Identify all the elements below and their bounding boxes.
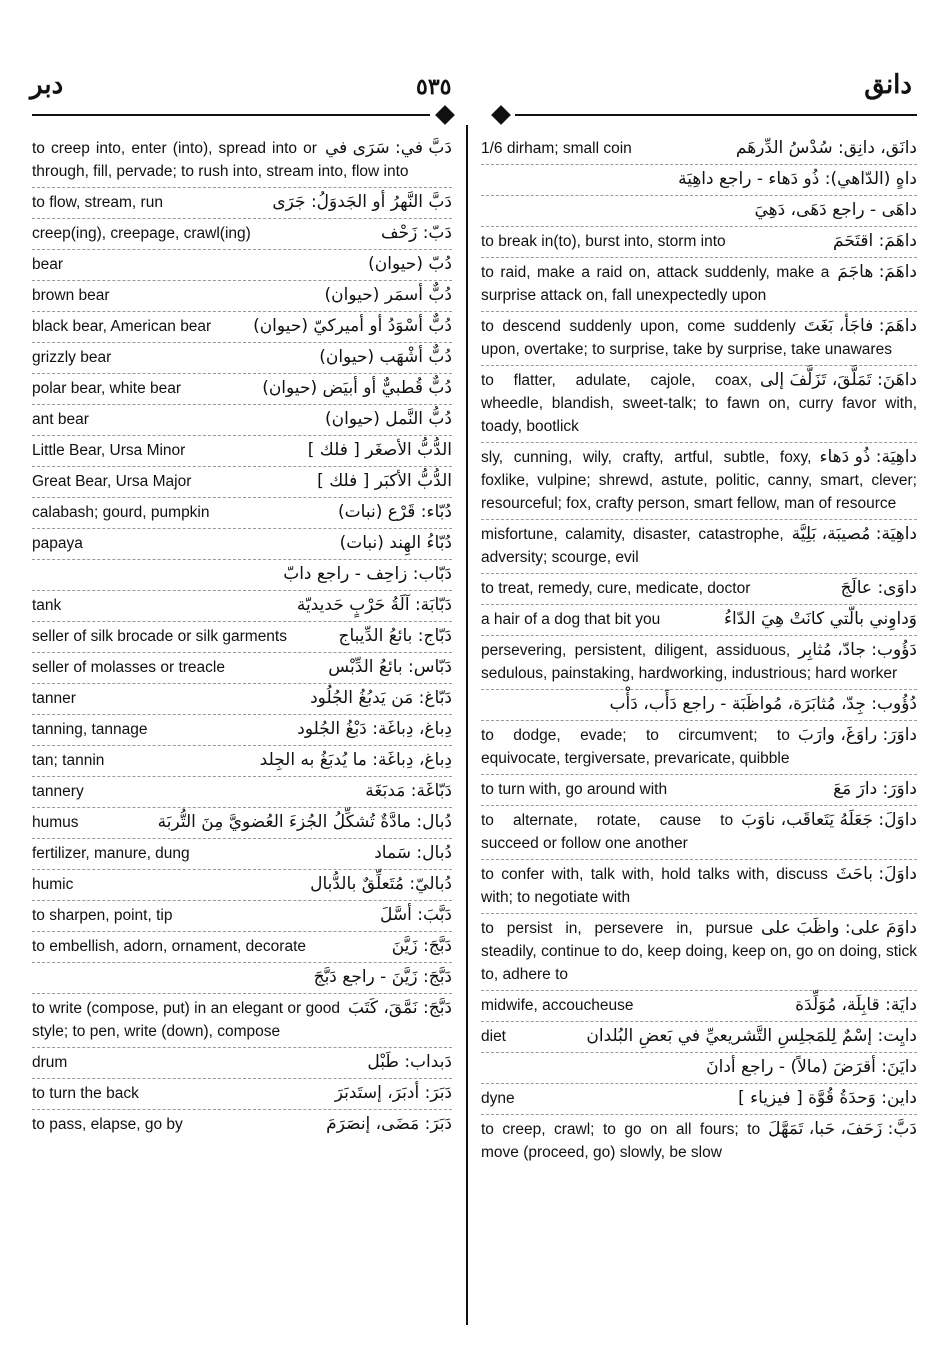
header-rule-right bbox=[515, 114, 917, 116]
dictionary-entry bbox=[32, 436, 452, 467]
english-definition: midwife, accoucheuse bbox=[481, 997, 634, 1014]
dictionary-entry bbox=[32, 777, 452, 808]
arabic-headword: دَبّابَة: آلَةُ حَرْبٍ حَديديّة bbox=[296, 595, 452, 615]
arabic-headword: دُبّ (حيوان) bbox=[368, 254, 452, 274]
english-definition: sly, cunning, wily, crafty, artful, subtle, foxy, foxlike, vulpine; shrewd, astute, politic, canny, smart, clever; resourceful; fox, crafty person, smart fellow, man of resource bbox=[481, 449, 917, 512]
english-definition: to creep into, enter (into), spread into or through, fill, pervade; to rush into, stream into, flow into bbox=[32, 140, 409, 180]
english-definition: to dodge, evade; to circumvent; to equivocate, tergiversate, prevaricate, quibble bbox=[481, 727, 790, 767]
dictionary-entry bbox=[32, 808, 452, 839]
dictionary-entry bbox=[481, 914, 917, 991]
dictionary-entry bbox=[32, 684, 452, 715]
arabic-headword: دَبَّجَ: زَيَّنَ - راجع دَبَّجَ bbox=[313, 967, 452, 987]
dictionary-entry bbox=[32, 963, 452, 994]
english-definition: calabash; gourd, pumpkin bbox=[32, 504, 210, 521]
dictionary-entry bbox=[32, 1079, 452, 1110]
dictionary-entry bbox=[32, 622, 452, 653]
arabic-headword: دَبَّجَ: زَيَّنَ bbox=[391, 936, 452, 956]
dictionary-entry bbox=[32, 1110, 452, 1140]
dictionary-entry bbox=[481, 860, 917, 914]
dictionary-entry bbox=[32, 560, 452, 591]
dictionary-entry bbox=[32, 715, 452, 746]
arabic-headword: دَبّاغ: مَن يَدبُغُ الجُلُود bbox=[310, 688, 452, 708]
english-definition: papaya bbox=[32, 535, 83, 552]
dictionary-entry bbox=[481, 312, 917, 366]
arabic-headword: دَبّاج: بائعُ الدِّيباج bbox=[338, 626, 452, 646]
english-definition: dyne bbox=[481, 1090, 515, 1107]
dictionary-entry bbox=[32, 994, 452, 1048]
english-definition: Great Bear, Ursa Major bbox=[32, 473, 192, 490]
arabic-headword: دُبُّ النَّمل (حيوان) bbox=[324, 409, 452, 429]
dictionary-entry bbox=[32, 653, 452, 684]
header-guide-word-left: دبر bbox=[30, 70, 64, 100]
column-divider bbox=[466, 125, 468, 1325]
english-definition: to turn the back bbox=[32, 1085, 139, 1102]
english-definition: to alternate, rotate, cause to succeed or follow one another bbox=[481, 812, 734, 852]
arabic-headword: دَبَّجَ: نَمَّقَ، كَتَبَ bbox=[348, 998, 452, 1018]
dictionary-entry bbox=[481, 134, 917, 165]
dictionary-entry bbox=[481, 1022, 917, 1053]
arabic-headword: داوَى: عالَجَ bbox=[840, 578, 917, 598]
english-definition: a hair of a dog that bit you bbox=[481, 611, 661, 628]
dictionary-entry bbox=[481, 366, 917, 443]
english-definition: fertilizer, manure, dung bbox=[32, 845, 190, 862]
arabic-headword: دايَة: قابِلَة، مُوَلِّدَة bbox=[795, 995, 917, 1015]
english-definition: to pass, elapse, go by bbox=[32, 1116, 183, 1133]
english-definition: misfortune, calamity, disaster, catastrophe, adversity; scourge, evil bbox=[481, 526, 784, 566]
dictionary-entry bbox=[32, 134, 452, 188]
english-definition: to confer with, talk with, hold talks with, discuss with; to negotiate with bbox=[481, 866, 828, 906]
dictionary-entry bbox=[481, 227, 917, 258]
english-definition: polar bear, white bear bbox=[32, 380, 182, 397]
english-definition: diet bbox=[481, 1028, 506, 1045]
header-rule-left bbox=[32, 114, 430, 116]
page-number: ٥٣٥ bbox=[416, 74, 452, 100]
arabic-headword: دِباغ، دِباغَة: ما يُدبَغُ به الجِلد bbox=[259, 750, 452, 770]
dictionary-entry bbox=[32, 870, 452, 901]
dictionary-entry bbox=[481, 605, 917, 636]
english-definition: drum bbox=[32, 1054, 68, 1071]
dictionary-entry bbox=[32, 591, 452, 622]
diamond-ornament-icon bbox=[491, 105, 511, 125]
arabic-headword: داهٍ (الدّاهي): ذُو دَهاء - راجع داهِيَة bbox=[678, 169, 917, 189]
arabic-headword: دَبَرَ: مَضَى، إنصَرَمَ bbox=[326, 1114, 452, 1134]
arabic-headword: داوَمَ على: واظَبَ على bbox=[760, 918, 917, 938]
arabic-headword: وَداوِني بالّتي كانَتْ هِيَ الدّاءُ bbox=[724, 609, 917, 629]
arabic-headword: دَبَّ في: سَرَى في bbox=[324, 138, 452, 158]
english-definition: to persist in, persevere in, pursue steadily, continue to do, keep doing, keep on, go on doing, stick to, adhere to bbox=[481, 920, 917, 983]
english-definition: to sharpen, point, tip bbox=[32, 907, 173, 924]
arabic-headword: دُبال: مادَّةٌ تُشكِّلُ الجُزءَ العُضويَّ مِنَ التُّربَة bbox=[157, 812, 452, 832]
english-definition: tannery bbox=[32, 783, 84, 800]
dictionary-entry bbox=[32, 343, 452, 374]
dictionary-entry bbox=[32, 746, 452, 777]
arabic-headword: دَبّ: زَحْف bbox=[380, 223, 452, 243]
dictionary-entry bbox=[481, 775, 917, 806]
english-definition: 1/6 dirham; small coin bbox=[481, 140, 632, 157]
english-definition: seller of molasses or treacle bbox=[32, 659, 225, 676]
english-definition: humic bbox=[32, 876, 74, 893]
dictionary-entry bbox=[32, 188, 452, 219]
english-definition: ant bear bbox=[32, 411, 89, 428]
dictionary-entry bbox=[481, 636, 917, 690]
dictionary-entry bbox=[481, 721, 917, 775]
arabic-headword: دَبَّ: زَحَفَ، حَبا، تَمَهَّلَ bbox=[768, 1119, 917, 1139]
dictionary-entry bbox=[32, 312, 452, 343]
english-definition: seller of silk brocade or silk garments bbox=[32, 628, 287, 645]
dictionary-entry bbox=[32, 250, 452, 281]
dictionary-entry bbox=[481, 1084, 917, 1115]
arabic-headword: دَبداب: طَبْل bbox=[367, 1052, 452, 1072]
dictionary-entry bbox=[481, 443, 917, 520]
arabic-headword: دَبَرَ: أدبَرَ، إستَدبَرَ bbox=[334, 1083, 452, 1103]
dictionary-entry bbox=[32, 901, 452, 932]
arabic-headword: داهَى - راجع دَهَى، دَهِيَ bbox=[754, 200, 917, 220]
dictionary-entry bbox=[32, 405, 452, 436]
arabic-headword: الدُّبُّ الأصغَر [ فلك ] bbox=[307, 440, 452, 460]
english-definition: bear bbox=[32, 256, 64, 273]
arabic-headword: دَبّاس: بائعُ الدِّبْس bbox=[328, 657, 452, 677]
english-definition: grizzly bear bbox=[32, 349, 112, 366]
dictionary-entry bbox=[481, 258, 917, 312]
english-definition: to break in(to), burst into, storm into bbox=[481, 233, 726, 250]
dictionary-entry bbox=[481, 1053, 917, 1084]
english-definition: persevering, persistent, diligent, assiduous, sedulous, painstaking, hardworking, industrious; hard worker bbox=[481, 642, 898, 682]
arabic-headword: دُبّاء: قَرْع (نبات) bbox=[338, 502, 452, 522]
arabic-headword: داوَرَ: دارَ مَعَ bbox=[833, 779, 917, 799]
english-definition: tank bbox=[32, 597, 62, 614]
arabic-headword: دُبٌّ أسْوَدُ أو أميركيّ (حيوان) bbox=[253, 316, 452, 336]
english-definition: tanning, tannage bbox=[32, 721, 148, 738]
dictionary-entry bbox=[32, 529, 452, 560]
arabic-headword: داوَلَ: باحَثَ bbox=[835, 864, 917, 884]
arabic-headword: دُبال: سَماد bbox=[374, 843, 452, 863]
dictionary-entry bbox=[32, 932, 452, 963]
diamond-ornament-icon bbox=[435, 105, 455, 125]
arabic-headword: دَبّاب: زاحِف - راجع دابّ bbox=[283, 564, 452, 584]
arabic-headword: دَبّاغَة: مَدبَغَة bbox=[365, 781, 452, 801]
english-definition: black bear, American bear bbox=[32, 318, 212, 335]
page-header bbox=[0, 0, 948, 130]
arabic-headword: داهِيَة: ذُو دَهاء bbox=[819, 447, 917, 467]
english-definition: to embellish, adorn, ornament, decorate bbox=[32, 938, 306, 955]
dictionary-entry bbox=[32, 467, 452, 498]
arabic-headword: دايِت: إسْمٌ لِلمَجلِسِ التَّشريعيِّ في بَعضِ البُلدان bbox=[586, 1026, 917, 1046]
right-column bbox=[481, 134, 917, 1168]
dictionary-entry bbox=[32, 219, 452, 250]
arabic-headword: دُبٌّ أسمَر (حيوان) bbox=[324, 285, 452, 305]
english-definition: to flatter, adulate, cajole, coax, wheedle, blandish, sweet-talk; to fawn on, curry favor with, toady, bootlick bbox=[481, 372, 917, 435]
dictionary-entry bbox=[481, 1115, 917, 1168]
dictionary-entry bbox=[481, 196, 917, 227]
dictionary-entry bbox=[32, 1048, 452, 1079]
dictionary-entry bbox=[481, 520, 917, 574]
english-definition: to raid, make a raid on, attack suddenly, make a surprise attack on, fall unexpectedly upon bbox=[481, 264, 830, 304]
arabic-headword: دَؤُوب: جادّ، مُثابِر bbox=[798, 640, 917, 660]
dictionary-entry bbox=[32, 839, 452, 870]
dictionary-entry bbox=[481, 574, 917, 605]
dictionary-entry bbox=[481, 165, 917, 196]
left-column bbox=[32, 134, 452, 1140]
english-definition: to descend suddenly upon, come suddenly upon, overtake; to surprise, take by surprise, take unawares bbox=[481, 318, 892, 358]
arabic-headword: دُبٌّ قُطبيٌّ أو أبيَض (حيوان) bbox=[262, 378, 452, 398]
dictionary-entry bbox=[481, 690, 917, 721]
dictionary-entry bbox=[32, 374, 452, 405]
english-definition: brown bear bbox=[32, 287, 110, 304]
english-definition: to write (compose, put) in an elegant or good style; to pen, write (down), compose bbox=[32, 1000, 341, 1040]
english-definition: humus bbox=[32, 814, 79, 831]
arabic-headword: داهَمَ: فاجَأ، بَغَتَ bbox=[803, 316, 917, 336]
english-definition: tanner bbox=[32, 690, 76, 707]
english-definition: Little Bear, Ursa Minor bbox=[32, 442, 186, 459]
arabic-headword: الدُّبُّ الأكبَر [ فلك ] bbox=[317, 471, 452, 491]
arabic-headword: داهِيَة: مُصيبَة، بَلِيَّة bbox=[791, 524, 917, 544]
english-definition: to creep, crawl; to go on all fours; to move (proceed, go) slowly, be slow bbox=[481, 1121, 761, 1161]
arabic-headword: دِباغ، دِباغَة: دَبْغُ الجُلود bbox=[297, 719, 452, 739]
english-definition: to flow, stream, run bbox=[32, 194, 163, 211]
arabic-headword: داوَرَ: راوَغَ، وارَبَ bbox=[797, 725, 917, 745]
english-definition: tan; tannin bbox=[32, 752, 105, 769]
arabic-headword: دُؤُوب: جِدّ، مُثابَرَة، مُواظَبَة - راجع دَأَب، دَأْب bbox=[609, 694, 917, 714]
arabic-headword: دُباليّ: مُتَعلِّقٌ بالدُّبال bbox=[310, 874, 452, 894]
english-definition: to treat, remedy, cure, medicate, doctor bbox=[481, 580, 751, 597]
header-guide-word-right: دانق bbox=[864, 70, 912, 100]
arabic-headword: دُبّاءُ الهِند (نبات) bbox=[339, 533, 452, 553]
arabic-headword: داوَلَ: جَعَلَهُ يَتَعاقَب، ناوَبَ bbox=[741, 810, 917, 830]
dictionary-entry bbox=[481, 991, 917, 1022]
arabic-headword: داهَمَ: اقتَحَمَ bbox=[833, 231, 917, 251]
arabic-headword: دايَنَ: أقرَضَ (مالاً) - راجع أدانَ bbox=[706, 1057, 917, 1077]
english-definition: creep(ing), creepage, crawl(ing) bbox=[32, 225, 251, 242]
dictionary-entry bbox=[32, 498, 452, 529]
arabic-headword: دُبٌّ أشْهَب (حيوان) bbox=[319, 347, 452, 367]
dictionary-entry bbox=[32, 281, 452, 312]
arabic-headword: داين: وَحدَةُ قُوَّة [ فيزياء ] bbox=[738, 1088, 917, 1108]
dictionary-entry bbox=[481, 806, 917, 860]
english-definition: to turn with, go around with bbox=[481, 781, 668, 798]
arabic-headword: دانَق، دانِق: سُدْسُ الدِّرهَم bbox=[735, 138, 917, 158]
arabic-headword: دَبَّ النَّهرُ أو الجَدوَلُ: جَرَى bbox=[272, 192, 452, 212]
arabic-headword: داهَمَ: هاجَمَ bbox=[837, 262, 917, 282]
arabic-headword: دَبَّبَ: أسَّلَ bbox=[380, 905, 452, 925]
arabic-headword: داهَنَ: تَمَلَّقَ، تَزَلَّفَ إلى bbox=[760, 370, 917, 390]
